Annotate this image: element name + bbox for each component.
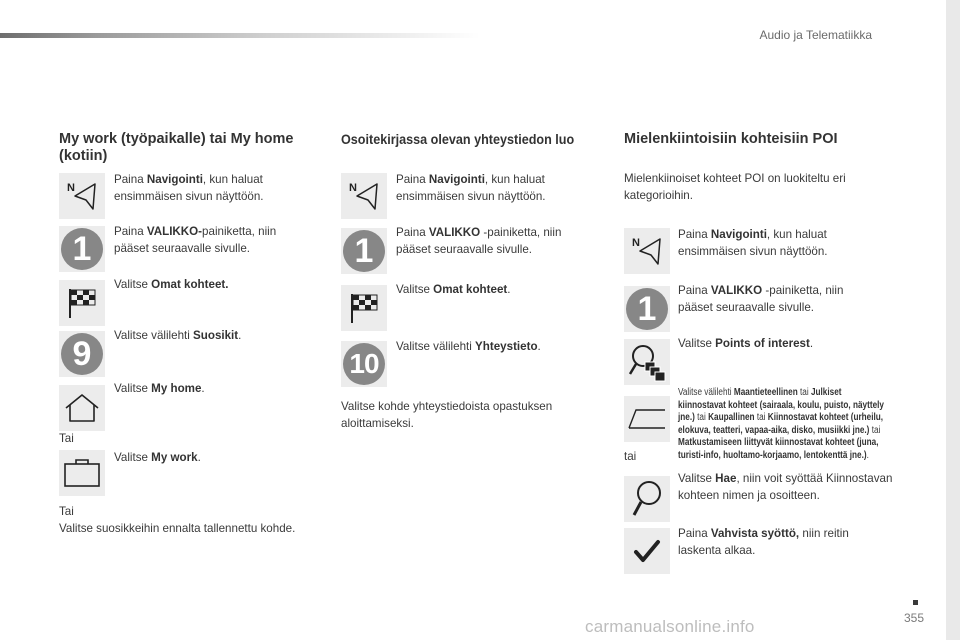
col1-title: My work (työpaikalle) tai My home (kotiin) (59, 131, 294, 164)
col3-step6-text: Paina Vahvista syöttö, niin reitin laskenta alkaa. (678, 527, 849, 557)
poi-search-icon (627, 342, 667, 382)
col2-badge1-box (341, 228, 387, 274)
checkered-flag-icon (347, 291, 381, 325)
col2-step3-text: Valitse Omat kohteet. (396, 283, 511, 296)
tab-icon (627, 404, 667, 434)
col3-title: Mielenkiintoisiin kohteisiin POI (624, 131, 838, 147)
col2-badge2-box (341, 341, 387, 387)
section-header-title: Audio ja Telematiikka (759, 28, 872, 42)
col2-flag-icon-box (341, 285, 387, 331)
navigation-arrow-icon (347, 179, 381, 213)
briefcase-icon (62, 457, 102, 489)
col1-tab-badge: 9 (61, 333, 103, 375)
checkered-flag-icon (65, 286, 99, 320)
col1-home-icon-box (59, 385, 105, 431)
col2-step2-text: Paina VALIKKO -painiketta, niin pääset seuraavalle sivulle. (396, 226, 562, 256)
svg-text:N: N (632, 237, 640, 249)
col3-step5-text: Valitse Hae, niin voit syöttää Kiinnostavan kohteen nimen ja osoitteen. (678, 472, 893, 502)
col2-title: Osoitekirjassa olevan yhteystiedon luo (341, 131, 575, 147)
col3-step3-text: Valitse Points of interest. (678, 337, 814, 350)
col3-badge1-box (624, 286, 670, 332)
col1-step2-text: Paina VALIKKO-painiketta, niin pääset seuraavalle sivulle. (114, 225, 277, 255)
col1-menu-button-badge: 1 (61, 228, 103, 270)
col2-step1-text: Paina Navigointi, kun haluat ensimmäisen sivun näyttöön. (396, 173, 546, 203)
col3-step1-text: Paina Navigointi, kun haluat ensimmäisen sivun näyttöön. (678, 228, 828, 258)
col1-work-icon-box (59, 450, 105, 496)
col3-search-icon-box (624, 476, 670, 522)
page-number: 355 (903, 611, 924, 625)
col1-step3-text: Valitse Omat kohteet. (114, 278, 229, 291)
svg-text:N: N (349, 182, 357, 194)
col3-or1: tai (624, 450, 637, 463)
watermark-text: carmanualsonline.info (585, 617, 755, 636)
col1-nav-icon-box (59, 173, 105, 219)
col1-final-text: Valitse suosikkeihin ennalta tallennettu kohde. (59, 522, 296, 535)
col3-nav-icon-box (624, 228, 670, 274)
checkmark-icon (632, 536, 662, 566)
col1-or1: Tai (59, 432, 74, 445)
col3-tab-icon-box (624, 396, 670, 442)
col1-step4-text: Valitse välilehti Suosikit. (114, 329, 242, 342)
col1-step1-text: Paina Navigointi, kun haluat ensimmäisen sivun näyttöön. (114, 173, 264, 203)
col3-step2-text: Paina VALIKKO -painiketta, niin pääset seuraavalle sivulle. (678, 284, 844, 314)
col3-step4-text: Valitse välilehti Maantieteellinen tai Julkiset kiinnostavat kohteet (sairaala, koulu, puisto, näyttely jne.) tai Kaupallinen tai Kiinnostavat kohteet (urheilu, elokuva, teatteri, vapaa-aika, disko, musiikki jne.) tai Matkustamiseen liittyvät kiinnostavat kohteet (juna, turisti-info, huoltamo-korjaamo, lentokenttä jne.). (678, 387, 884, 461)
side-margin-strip (946, 0, 960, 640)
svg-text:N: N (67, 182, 75, 194)
col3-menu-button-badge: 1 (626, 288, 668, 330)
col3-intro-text: Mielenkiinoiset kohteet POI on luokiteltu eri kategorioihin. (624, 172, 846, 202)
col3-confirm-icon-box (624, 528, 670, 574)
col2-nav-icon-box (341, 173, 387, 219)
col2-final-text: Valitse kohde yhteystiedoista opastuksen aloittamiseksi. (341, 400, 553, 430)
col2-step4-text: Valitse välilehti Yhteystieto. (396, 340, 541, 353)
col3-poi-icon-box (624, 339, 670, 385)
col1-step5-text: Valitse My home. (114, 382, 205, 395)
col1-step6-text: Valitse My work. (114, 451, 201, 464)
page-marker (913, 600, 918, 605)
col2-tab-badge: 10 (343, 343, 385, 385)
col1-or2: Tai (59, 505, 74, 518)
home-icon (63, 392, 101, 424)
navigation-arrow-icon (630, 234, 664, 268)
col1-badge2-box (59, 331, 105, 377)
col2-menu-button-badge: 1 (343, 230, 385, 272)
header-gradient-bar (0, 33, 480, 38)
navigation-arrow-icon (65, 179, 99, 213)
search-icon (629, 479, 665, 519)
col1-badge1-box (59, 226, 105, 272)
col1-flag-icon-box (59, 280, 105, 326)
